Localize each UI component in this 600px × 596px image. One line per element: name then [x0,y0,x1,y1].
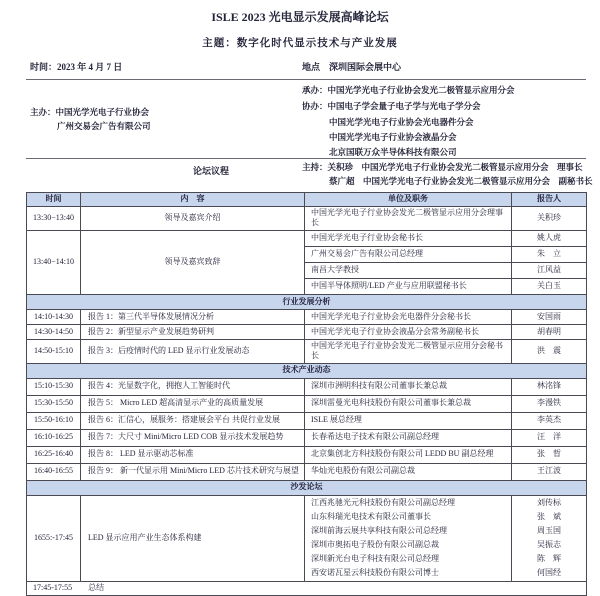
agenda-table [26,192,587,596]
speaker-cell: 胡春明 [512,324,587,339]
event-venue: 地点 深圳国际会展中心 [302,62,402,72]
content-cell: 报告 3：后疫情时代的 LED 显示行业发展动态 [81,339,305,363]
section-row [27,294,587,309]
speaker-cell [512,495,587,581]
table-row [27,429,587,446]
moderator-line: 主持：关积珍 中国光学光电子行业协会发光二极管显示应用分会 理事长 [302,162,583,172]
speaker-cell: 李漫铁 [512,395,587,412]
time-cell: 15:30-15:50 [27,395,81,412]
content-cell: LED 显示应用产业生态体系构建 [81,495,305,581]
content-cell: 报告 1：第三代半导体发展情况分析 [81,309,305,324]
closing-cell [27,581,587,595]
table-row [27,446,587,463]
panel-speaker: 吴振志 [537,540,561,550]
section-title: 沙发论坛 [27,480,587,495]
panel-speaker: 何国经 [537,568,561,578]
header-content: 内 容 [81,193,305,207]
unit-cell: ISLE 展总经理 [305,412,512,429]
table-row [27,412,587,429]
content-cell: 报告 8： LED 显示驱动芯标准 [81,446,305,463]
content-cell: 报告 7：大尺寸 Mini/Micro LED COB 显示技术发展趋势 [81,429,305,446]
divider-line-top [26,79,586,80]
host-line: 广州交易会广告有限公司 [57,121,151,131]
table-row [27,395,587,412]
panel-speaker: 陈 辉 [537,554,561,564]
panel-unit: 深圳新光台电子科技有限公司总经理 [311,554,439,564]
section-title: 行业发展分析 [27,294,587,309]
section-title: 技术产业动态 [27,363,587,378]
undertaker-line: 承办：中国光学光电子行业协会发光二极管显示应用分会 [302,85,515,95]
time-cell: 16:40-16:55 [27,463,81,480]
page-title: ISLE 2023 光电显示发展高峰论坛 [211,10,389,24]
time-cell: 15:50-16:10 [27,412,81,429]
panel-unit: 山东科瑞光电技术有限公司董事长 [311,512,431,522]
header-speaker: 报告人 [512,193,587,207]
speaker-cell: 关白玉 [512,278,587,294]
moderator-line: 蔡广超 中国光学光电子行业协会发光二极管显示应用分会 副秘书长 [329,176,593,186]
closing-row [27,581,587,595]
speaker-cell: 安国雨 [512,309,587,324]
time-cell: 14:50-15:10 [27,339,81,363]
unit-cell: 长春希达电子技术有限公司副总经理 [305,429,512,446]
speaker-cell: 张 晢 [512,446,587,463]
closing-time: 17:45-17:55 [33,582,73,592]
time-cell: 14:10-14:30 [27,309,81,324]
speaker-cell: 汪 洋 [512,429,587,446]
content-cell: 报告 6：汇信心，展服务：搭建展会平台 共促行业发展 [81,412,305,429]
panel-speaker: 周玉国 [537,526,561,536]
unit-cell: 北京集创北方科技股份有限公司 LEDD BU 副总经理 [305,446,512,463]
unit-cell: 深圳雷曼光电科技股份有限公司董事长兼总裁 [305,395,512,412]
table-header-row [27,193,587,207]
event-date: 时间：2023 年 4 月 7 日 [30,62,123,72]
time-cell: 13:30−13:40 [27,207,81,231]
speaker-cell: 林洺锋 [512,378,587,395]
unit-cell: 华灿光电股份有限公司副总裁 [305,463,512,480]
section-row [27,480,587,495]
speaker-cell: 王江波 [512,463,587,480]
panel-speaker: 张 斌 [537,512,561,522]
unit-cell: 中国光学光电子行业协会液晶分会常务副秘书长 [305,324,512,339]
unit-cell: 深圳市洲明科技有限公司董事长兼总裁 [305,378,512,395]
unit-cell: 南昌大学教授 [305,262,512,278]
panel-speaker: 刘传标 [537,498,561,508]
panel-unit: 深圳前海云展共享科技有限公司总经理 [311,526,447,536]
page-subtitle: 主题：数字化时代显示技术与产业发展 [202,38,398,49]
divider-line-middle [26,158,586,159]
time-cell: 16:10-16:25 [27,429,81,446]
time-cell: 1655:-17:45 [27,495,81,581]
table-row [27,207,587,231]
unit-cell: 中国光学光电子行业协会秘书长 [305,230,512,246]
panel-unit: 江西兆驰光元科技股份有限公司副总经理 [311,498,455,508]
table-row [27,230,587,246]
co-organizer-line: 中国光学光电子行业协会光电器件分会 [329,117,474,127]
table-row [27,378,587,395]
content-cell: 领导及嘉宾致辞 [81,230,305,294]
speaker-cell: 江风益 [512,262,587,278]
content-cell: 报告 5： Micro LED 超高清显示产业的高质量发展 [81,395,305,412]
unit-cell: 中国光学光电子行业协会发光二极管显示应用分会理事长 [305,207,512,231]
time-cell: 13:40−14:10 [27,230,81,294]
speaker-cell: 洪 震 [512,339,587,363]
table-row [27,324,587,339]
panel-row [27,495,587,581]
header-unit: 单位及职务 [305,193,512,207]
speaker-cell: 朱 立 [512,246,587,262]
unit-cell: 中国半导体照明/LED 产业与应用联盟秘书长 [305,278,512,294]
time-cell: 16:25-16:40 [27,446,81,463]
time-cell: 15:10-15:30 [27,378,81,395]
content-cell: 领导及嘉宾介绍 [81,207,305,231]
table-row [27,309,587,324]
panel-unit: 深圳市奥拓电子股份有限公司副总裁 [311,540,439,550]
co-organizer-line: 中国光学光电子行业协会液晶分会 [329,132,457,142]
speaker-cell: 姚人虎 [512,230,587,246]
time-cell: 14:30-14:50 [27,324,81,339]
table-row [27,463,587,480]
content-cell: 报告 2：新型显示产业发展趋势研判 [81,324,305,339]
co-organizer-line: 北京国联万众半导体科技有限公司 [329,147,457,157]
header-time: 时间 [27,193,81,207]
panel-unit: 西安诺瓦星云科技股份有限公司博士 [311,568,439,578]
closing-label: 总结 [88,582,105,592]
co-organizer-line: 协办：中国电子学会量子电子学与光电子学分会 [302,101,481,111]
table-row [27,339,587,363]
agenda-label: 论坛议程 [192,166,229,176]
content-cell: 报告 9： 新一代显示用 Mini/Micro LED 芯片技术研究与展望 [81,463,305,480]
unit-cell [305,495,512,581]
section-row [27,363,587,378]
speaker-cell: 李英杰 [512,412,587,429]
content-cell: 报告 4：光显数字化，拥抱人工智能时代 [81,378,305,395]
host-line: 主办：中国光学光电子行业协会 [30,107,150,117]
unit-cell: 中国光学光电子行业协会光电器件分会秘书长 [305,309,512,324]
unit-cell: 广州交易会广告有限公司总经理 [305,246,512,262]
speaker-cell: 关积珍 [512,207,587,231]
unit-cell: 中国光学光电子行业协会发光二极管显示应用分会秘书长 [305,339,512,363]
